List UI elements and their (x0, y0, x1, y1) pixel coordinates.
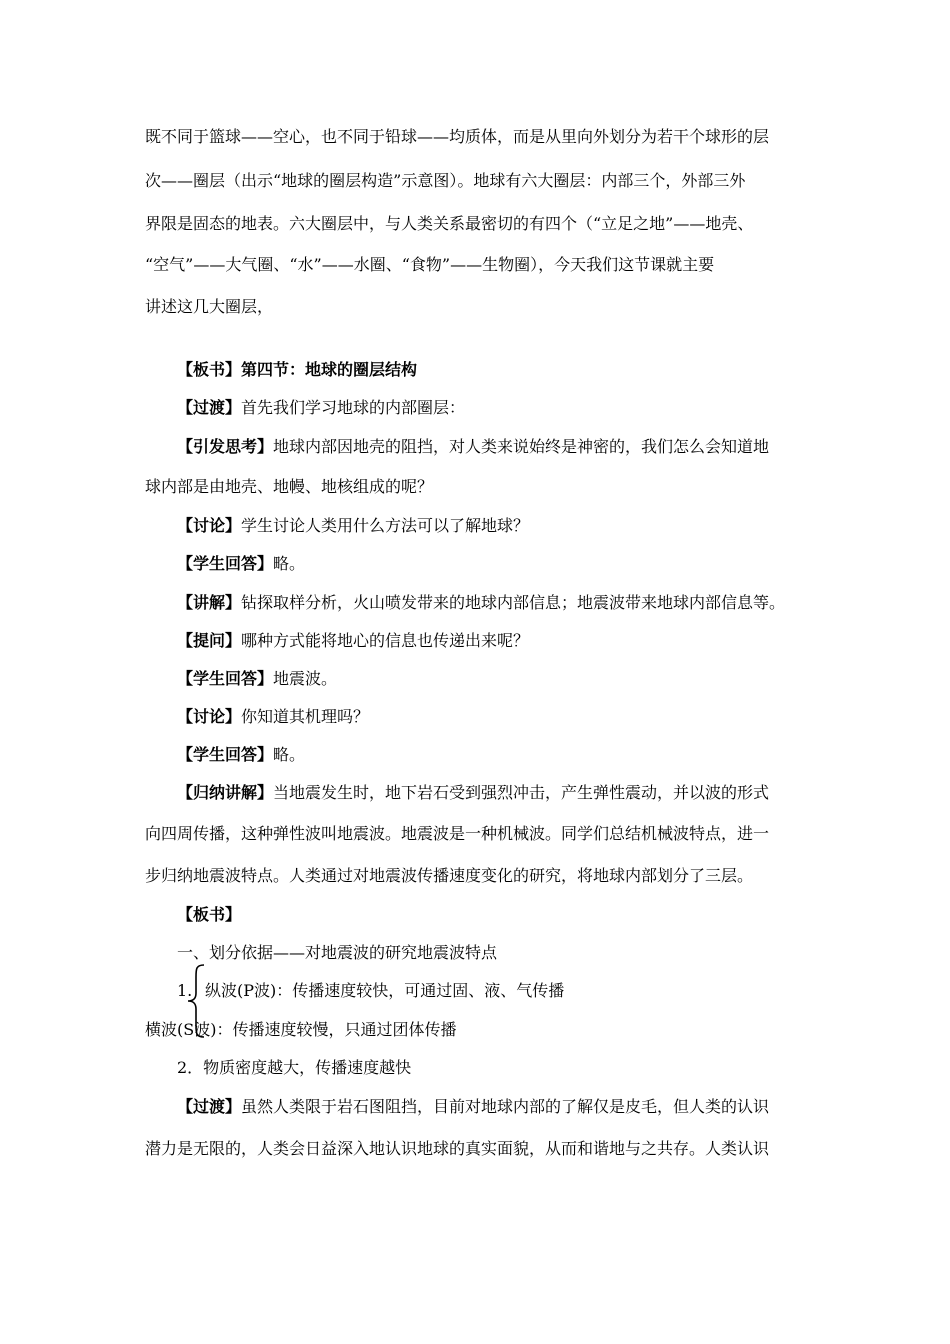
think-line-1 (177, 437, 769, 457)
intro-line-2: 次——圈层（出示“地球的圈层构造”示意图）。地球有六大圈层：内部三个，外部三外 (145, 171, 746, 190)
intro-line-5: 讲述这几大圈层， (145, 297, 274, 316)
discuss-1-text: 学生讨论人类用什么方法可以了解地球？ (241, 516, 530, 535)
discuss-2-text: 你知道其机理吗？ (241, 707, 370, 726)
answer-1-text: 略。 (273, 554, 306, 573)
question-text: 哪种方式能将地心的信息也传递出来呢？ (241, 631, 530, 650)
outline-line-2: 纵波(P波)：传播速度较快，可通过固、液、气传播 (205, 981, 565, 1000)
summary-text: 当地震发生时，地下岩石受到强烈冲击，产生弹性震动，并以波的形式 (273, 783, 770, 802)
answer-3-text: 略。 (273, 745, 306, 764)
transition-2-line-1 (177, 1097, 769, 1117)
explain-text: 钻探取样分析，火山喷发带来的地球内部信息；地震波带来地球内部信息等。 (241, 593, 786, 612)
intro-line-3: 界限是固态的地表。六大圈层中，与人类关系最密切的有四个（“立足之地”——地壳、 (145, 214, 754, 233)
summary-line-2: 向四周传播，这种弹性波叫地震波。地震波是一种机械波。同学们总结机械波特点，进一 (145, 824, 770, 843)
transition-1 (177, 398, 465, 418)
answer-3-label: 【学生回答】 (177, 745, 274, 764)
answer-3 (177, 745, 305, 765)
transition-1-text: 首先我们学习地球的内部圈层： (241, 398, 466, 417)
think-line-2: 球内部是由地壳、地幔、地核组成的呢？ (145, 477, 434, 496)
summary-line-3: 步归纳地震波特点。人类通过对地震波传播速度变化的研究，将地球内部划分了三层。 (145, 866, 754, 885)
question-label: 【提问】 (177, 631, 242, 650)
discuss-1-label: 【讨论】 (177, 516, 242, 535)
intro-line-1: 既不同于篮球——空心，也不同于铅球——均质体，而是从里向外划分为若干个球形的层 (145, 127, 770, 146)
answer-2-text: 地震波。 (273, 669, 338, 688)
answer-1 (177, 554, 305, 574)
transition-1-label: 【过渡】 (177, 398, 242, 417)
outline-line-4: 2．物质密度越大，传播速度越快 (177, 1058, 412, 1077)
answer-1-label: 【学生回答】 (177, 554, 274, 573)
question (177, 631, 529, 651)
transition-2-line-2: 潜力是无限的，人类会日益深入地认识地球的真实面貌，从而和谐地与之共存。人类认识 (145, 1139, 770, 1158)
explain-label: 【讲解】 (177, 593, 242, 612)
explain (177, 593, 785, 613)
think-text: 地球内部因地壳的阻挡，对人类来说始终是神密的，我们怎么会知道地 (273, 437, 770, 456)
answer-2-label: 【学生回答】 (177, 669, 274, 688)
intro-line-4: “空气”——大气圈、“水”——水圈、“食物”——生物圈），今天我们这节课就主要 (145, 255, 715, 274)
board-heading-2: 【板书】 (177, 905, 242, 924)
answer-2 (177, 669, 337, 689)
summary-label: 【归纳讲解】 (177, 783, 274, 802)
discuss-1 (177, 516, 529, 536)
board-title: 【板书】第四节：地球的圈层结构 (177, 360, 418, 379)
outline-line-1: 一、划分依据——对地震波的研究地震波特点 (177, 943, 498, 962)
discuss-2 (177, 707, 369, 727)
think-label: 【引发思考】 (177, 437, 274, 456)
outline-line-3: 横波(S波)：传播速度较慢，只通过团体传播 (145, 1020, 457, 1039)
discuss-2-label: 【讨论】 (177, 707, 242, 726)
transition-2-text: 虽然人类限于岩石图阻挡，目前对地球内部的了解仅是皮毛，但人类的认识 (241, 1097, 770, 1116)
summary-line-1 (177, 783, 769, 803)
transition-2-label: 【过渡】 (177, 1097, 242, 1116)
outline-line-2-number: 1. (177, 981, 193, 1000)
